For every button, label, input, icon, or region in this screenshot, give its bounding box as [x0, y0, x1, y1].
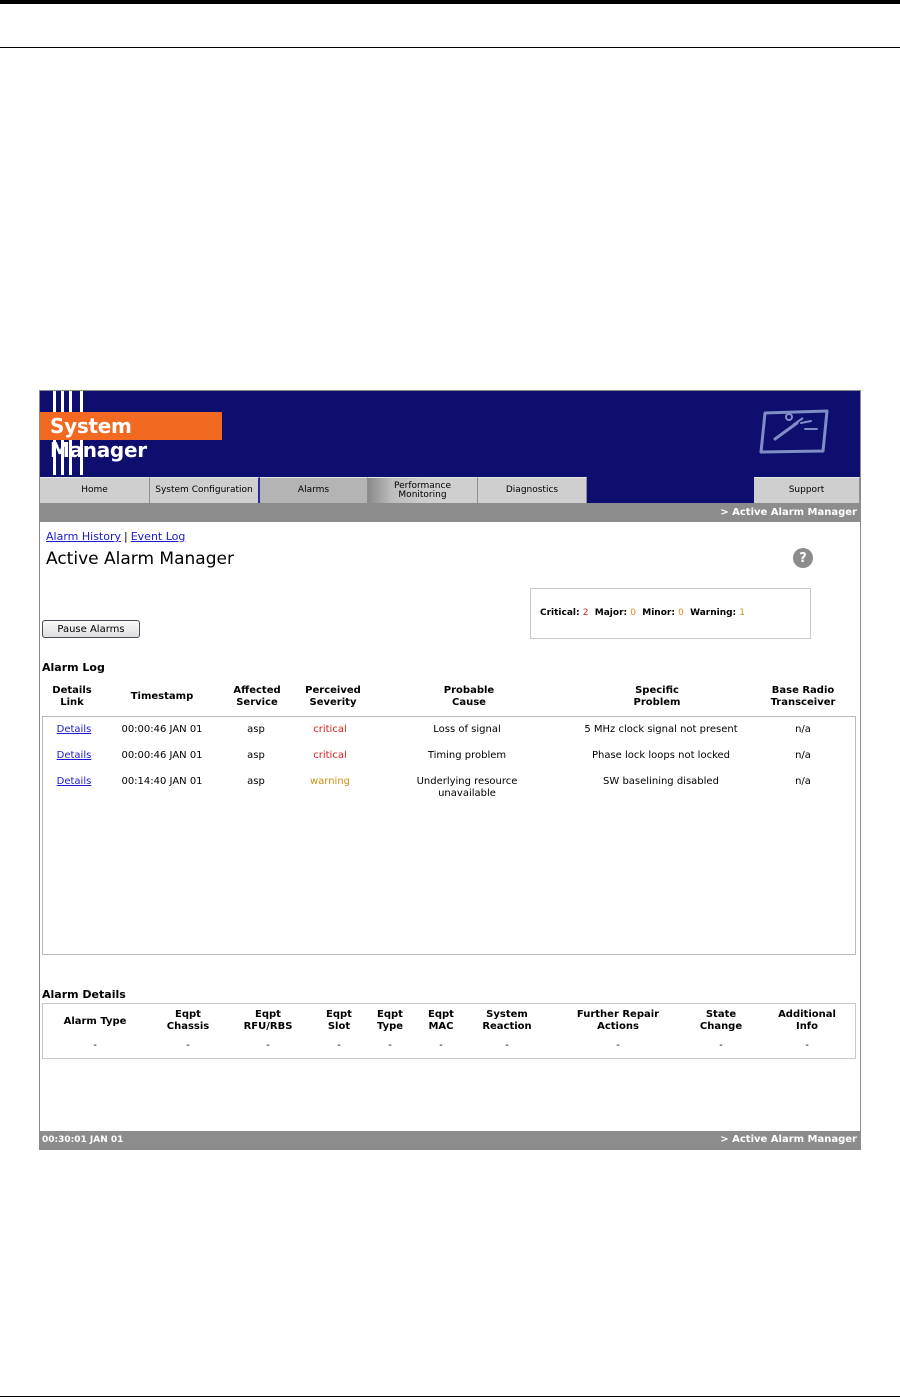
header-alarm-type: Alarm Type [63, 1016, 127, 1027]
header-chassis-line2: Chassis [166, 1021, 210, 1032]
row-timestamp: 00:00:46 JAN 01 [121, 750, 203, 761]
app-window [39, 390, 861, 1150]
header-eqpt-rfu-rbs [233, 1009, 303, 1033]
header-further-repair-actions [563, 1009, 673, 1033]
header-rfu-line1: Eqpt [255, 1009, 281, 1020]
row-specific-problem: Phase lock loops not locked [591, 750, 731, 761]
header-affected-line2: Service [236, 697, 278, 708]
header-reaction-line2: Reaction [482, 1021, 532, 1032]
header-mac-line2: MAC [428, 1021, 454, 1032]
header-perceived-severity [297, 685, 369, 709]
header-perceived-line1: Perceived [305, 685, 361, 696]
header-chassis-line1: Eqpt [175, 1009, 201, 1020]
header-system-reaction [476, 1009, 538, 1033]
alarm-log-title: Alarm Log [42, 661, 105, 674]
header-eqpt-chassis [153, 1009, 223, 1033]
row-timestamp: 00:14:40 JAN 01 [121, 776, 203, 787]
row-probable-cause [397, 724, 537, 736]
header-mac-line1: Eqpt [428, 1009, 454, 1020]
row-service: asp [247, 724, 265, 735]
tab-performance-line2: Monitoring [398, 489, 447, 500]
header-repair-line2: Actions [597, 1021, 639, 1032]
row-brt: n/a [795, 776, 811, 787]
tab-diagnostics[interactable]: Diagnostics [478, 477, 587, 503]
header-state-line1: State [705, 1009, 737, 1020]
tab-alarms[interactable]: Alarms [260, 477, 368, 503]
minor-label: Minor: [642, 608, 675, 618]
alarm-log-table[interactable] [42, 716, 856, 955]
app-title: System Manager [50, 414, 147, 462]
status-bar [40, 1131, 860, 1149]
header-reaction-line1: System [486, 1009, 528, 1020]
header-perceived-line2: Severity [309, 697, 357, 708]
alarm-details-table [42, 1003, 856, 1059]
header-probable-cause [409, 685, 529, 709]
critical-label: Critical: [540, 608, 580, 618]
header-details-line2: Link [60, 697, 84, 708]
details-link[interactable]: Details [56, 750, 92, 761]
header-details-line1: Details [52, 685, 92, 696]
header-details-link [50, 685, 94, 709]
header-repair-line1: Further Repair [576, 1009, 660, 1020]
header-base-radio-transceiver [758, 685, 848, 709]
link-separator: | [124, 530, 128, 543]
pause-alarms-button[interactable]: Pause Alarms [42, 620, 140, 638]
page-links [46, 530, 185, 543]
header-specific-line2: Problem [633, 697, 681, 708]
details-link[interactable]: Details [56, 724, 92, 735]
header-specific-problem [597, 685, 717, 709]
detail-value: - [93, 1040, 97, 1051]
status-location: > Active Alarm Manager [720, 1134, 857, 1145]
detail-value: - [388, 1040, 392, 1051]
alarm-summary [530, 588, 811, 639]
help-icon[interactable]: ? [793, 548, 813, 568]
document-top-rule [0, 0, 900, 4]
tab-performance-line1: Performance [393, 480, 452, 491]
header-probable-line1: Probable [443, 685, 495, 696]
header-affected-service [222, 685, 292, 709]
row-service: asp [247, 750, 265, 761]
page-title: Active Alarm Manager [46, 549, 234, 569]
brand-icon [757, 405, 833, 455]
warning-label: Warning: [690, 608, 737, 618]
row-specific-problem: SW baselining disabled [603, 776, 719, 787]
detail-value: - [337, 1040, 341, 1051]
details-link[interactable]: Details [56, 776, 92, 787]
header-brt-line2: Transceiver [770, 697, 836, 708]
detail-value: - [439, 1040, 443, 1051]
critical-count: 2 [582, 608, 589, 618]
row-severity: warning [309, 776, 351, 787]
header-eqpt-mac [421, 1009, 461, 1033]
header-type-line2: Type [376, 1021, 404, 1032]
header-type-line1: Eqpt [377, 1009, 403, 1020]
banner [40, 391, 860, 475]
breadcrumb: > Active Alarm Manager [720, 507, 857, 518]
major-label: Major: [594, 608, 628, 618]
row-probable-cause [397, 776, 537, 800]
header-brt-line1: Base Radio [771, 685, 835, 696]
detail-value: - [186, 1040, 190, 1051]
header-slot-line2: Slot [327, 1021, 351, 1032]
row-cause-line2: unavailable [438, 788, 496, 799]
detail-value: - [719, 1040, 723, 1051]
main-nav [40, 475, 860, 503]
header-eqpt-slot [318, 1009, 360, 1033]
header-affected-line1: Affected [233, 685, 281, 696]
header-probable-line2: Cause [452, 697, 486, 708]
document-footer-rule [0, 1396, 900, 1397]
row-specific-problem: 5 MHz clock signal not present [584, 724, 738, 735]
row-timestamp: 00:00:46 JAN 01 [121, 724, 203, 735]
row-cause-line1: Underlying resource [416, 776, 518, 787]
minor-count: 0 [678, 608, 684, 618]
header-state-line2: Change [699, 1021, 743, 1032]
row-severity: critical [313, 724, 347, 735]
tab-system-configuration[interactable]: System Configuration [150, 477, 260, 503]
header-info-line2: Info [795, 1021, 819, 1032]
header-state-change [690, 1009, 752, 1033]
header-slot-line1: Eqpt [326, 1009, 352, 1020]
alarm-details-title: Alarm Details [42, 988, 126, 1001]
app-logo [40, 412, 222, 462]
row-cause-line1: Timing problem [427, 750, 507, 761]
row-probable-cause [397, 750, 537, 762]
tab-home[interactable]: Home [40, 477, 150, 503]
status-time: 00:30:01 JAN 01 [42, 1135, 124, 1145]
detail-value: - [266, 1040, 270, 1051]
alarm-history-link[interactable]: Alarm History [46, 530, 121, 543]
breadcrumb-bar [40, 503, 860, 522]
header-eqpt-type [370, 1009, 410, 1033]
row-brt: n/a [795, 724, 811, 735]
header-specific-line1: Specific [635, 685, 679, 696]
detail-value: - [616, 1040, 620, 1051]
header-timestamp: Timestamp [130, 691, 194, 702]
tab-support[interactable]: Support [754, 477, 860, 503]
alarm-summary-row [540, 608, 745, 618]
warning-count: 1 [739, 608, 746, 618]
header-info-line1: Additional [778, 1009, 836, 1020]
header-additional-info [769, 1009, 845, 1033]
detail-value: - [505, 1040, 509, 1051]
tab-performance-monitoring[interactable] [368, 477, 478, 503]
major-count: 0 [630, 608, 636, 618]
detail-value: - [805, 1040, 809, 1051]
event-log-link[interactable]: Event Log [130, 530, 186, 543]
tab-performance-label [394, 482, 451, 500]
row-service: asp [247, 776, 265, 787]
row-brt: n/a [795, 750, 811, 761]
row-cause-line1: Loss of signal [433, 724, 501, 735]
document-header-rule [0, 47, 900, 48]
header-rfu-line2: RFU/RBS [243, 1021, 293, 1032]
row-severity: critical [313, 750, 347, 761]
